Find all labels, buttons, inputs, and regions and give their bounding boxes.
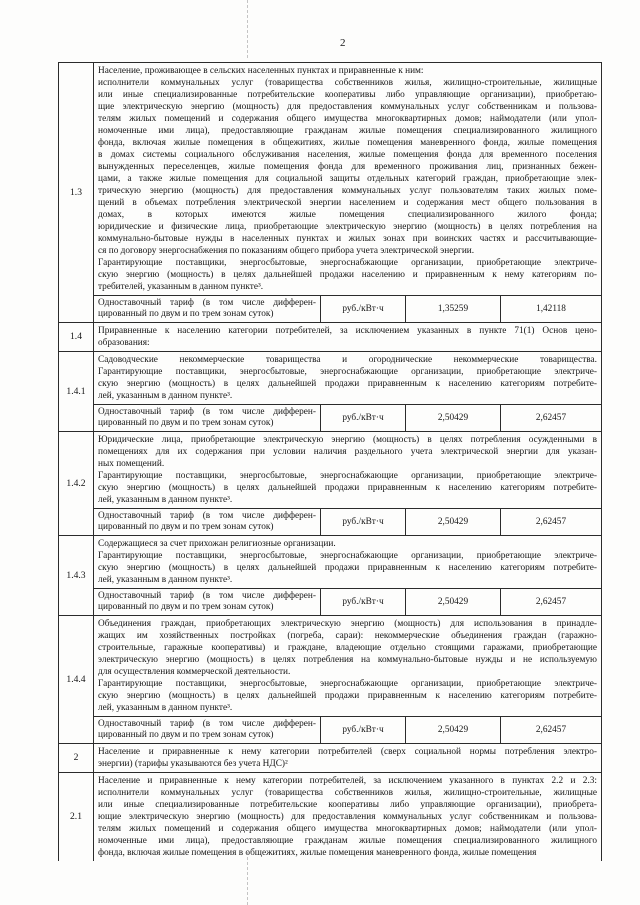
text-line: лей, указанным в данном пункте³.	[98, 495, 233, 505]
tariff-value-2: 2,62457	[501, 405, 602, 432]
text-line: исполнители коммунальных услуг (товарищества собственников жилья, жилищно-строительные, жилищные	[98, 788, 597, 798]
tariff-unit: руб./кВт·ч	[321, 405, 406, 432]
text-line: Юридические лица, приобретающие электрическую энергию (мощность) в целях потребления осужденными в	[98, 435, 597, 445]
tariff-row	[59, 717, 602, 744]
paragraph	[98, 257, 597, 293]
tariff-value-2: 2,62457	[501, 589, 602, 616]
paragraph	[98, 775, 597, 859]
scan-fold-line	[247, 0, 248, 58]
tariff-label	[94, 589, 321, 616]
row-description	[94, 323, 602, 352]
tariff-row	[59, 296, 602, 323]
text-line: фонда, включая жилые помещения в общежитиях, жилые помещения маневренного фонда, жилые помещения	[98, 848, 537, 858]
text-line: трическую энергию (мощность) для предоставления коммунальных услуг пользователям таких жилых поме-	[98, 186, 597, 196]
text-line: Приравненные к населению категории потребителей, за исключением указанных в пункте 71(1) Основ цено-	[98, 326, 597, 336]
tariff-value-1: 2,50429	[406, 589, 501, 616]
text-line: цированный по двум и по трем зонам суток)	[98, 602, 274, 612]
text-line: скую энергию (мощность) в целях дальнейшей продажи приравненным к населению категориям потребите-	[98, 563, 597, 573]
text-line: номоченные ими лица), предоставляющие гражданам жилые помещения специализированного жилищного	[98, 836, 597, 846]
text-line: электрическую энергию (мощность) в целях потребления на коммунально-бытовые нужды и не используемую	[98, 655, 597, 665]
paragraph	[98, 618, 597, 678]
text-line: Население, проживающее в сельских населенных пунктах и приравненные к ним:	[98, 66, 424, 76]
text-line: щие электрическую энергию (мощность) для предоставления коммунальных услуг собственникам и пользова-	[98, 102, 597, 112]
text-line: номоченные ими лица), предоставляющие гражданам жилые помещения специализированного жилищного	[98, 126, 597, 136]
text-line: вынужденных переселенцев, жилые помещения фонда для временного проживания лиц, признанных бежен-	[98, 162, 597, 172]
text-line: Население и приравненные к нему категории потребителей, за исключением указанного в пунктах 2.2 и 2.3:	[98, 776, 597, 786]
text-line: в домах системы социального обслуживания населения, жилые помещения фонда для временного поселения	[98, 150, 597, 160]
paragraph	[98, 325, 597, 349]
row-description	[94, 63, 602, 296]
text-line: ся по договору энергоснабжения по показаниям общего прибора учета электрической энергии.	[98, 246, 475, 256]
text-line: скую энергию (мощность) в целях дальнейшей продажи приравненным к населению категориям потребите-	[98, 691, 597, 701]
text-line: или иные специализированные потребительские кооперативы либо управляющие организации), приобрета-	[98, 800, 597, 810]
text-line: цами, а также жилые помещения для социальной защиты отдельных категорий граждан, приобретающие элек-	[98, 174, 597, 184]
row-number: 1.4.1	[59, 352, 94, 432]
text-line: скую энергию (мощность) в целях дальнейшей продажи приравненным к населению категориям потребите-	[98, 379, 597, 389]
row-description	[94, 773, 602, 862]
row-number: 1.3	[59, 63, 94, 323]
tariff-row	[59, 589, 602, 616]
text-line: Гарантирующие поставщики, энергосбытовые, энергоснабжающие организации, приобретающие электриче-	[98, 367, 597, 377]
text-line: или иные специализированные потребительские кооперативы либо управляющие организации), приобретаю-	[98, 90, 597, 100]
table-row	[59, 63, 602, 296]
text-line: Гарантирующие поставщики, энергосбытовые, энергоснабжающие организации, приобретающие электриче-	[98, 551, 597, 561]
paragraph	[98, 746, 597, 770]
tariff-value-1: 2,50429	[406, 509, 501, 536]
tariff-value-1: 1,35259	[406, 296, 501, 323]
text-line: Объединения граждан, приобретающих электрическую энергию (мощность) для использования в принадле-	[98, 619, 597, 629]
tariff-label	[94, 509, 321, 536]
table-row	[59, 536, 602, 589]
text-line: исполнители коммунальных услуг (товарищества собственников жилья, жилищно-строительные, жилищные	[98, 78, 597, 88]
row-number: 1.4.2	[59, 432, 94, 536]
tariff-table-body	[59, 63, 602, 862]
text-line: Содержащиеся за счет прихожан религиозные организации.	[98, 539, 336, 549]
tariff-value-1: 2,50429	[406, 717, 501, 744]
text-line: требителей, указанным в данном пункте³.	[98, 282, 264, 292]
text-line: цированный по двум и по трем зонам суток)	[98, 309, 274, 319]
paragraph	[98, 550, 597, 586]
text-line: телям жилых помещений и содержания общего имущества многоквартирных домов; наймодатели (или упол-	[98, 114, 597, 124]
text-line: телям жилых помещений и содержания общего имущества многоквартирных домов; наймодатели (или упол-	[98, 824, 597, 834]
text-line: образования:	[98, 338, 150, 348]
row-description	[94, 616, 602, 717]
text-line: скую энергию (мощность) в целях дальнейшей продажи населению и приравненным к нему категориям по-	[98, 270, 597, 280]
tariff-label	[94, 405, 321, 432]
row-number: 1.4.3	[59, 536, 94, 616]
text-line: коммунально-бытовые нужды в населенных пунктах и жилых зонах при воинских частях и рассчитывающие-	[98, 234, 597, 244]
tariff-unit: руб./кВт·ч	[321, 589, 406, 616]
text-line: цированный по двум и по трем зонам суток)	[98, 418, 274, 428]
tariff-label	[94, 296, 321, 323]
page-number: 2	[340, 37, 346, 49]
row-description	[94, 744, 602, 773]
tariff-unit: руб./кВт·ч	[321, 296, 406, 323]
paragraph	[98, 434, 597, 470]
text-line: Одноставочный тариф (в том числе дифферен-	[98, 591, 316, 601]
text-line: жащих им хозяйственных постройках (погреба, сараи): некоммерческие объединения граждан (гаражно-	[98, 631, 597, 641]
paragraph	[98, 77, 597, 257]
text-line: Гарантирующие поставщики, энергосбытовые, энергоснабжающие организации, приобретающие электриче-	[98, 679, 597, 689]
tariff-table	[58, 62, 602, 861]
row-description	[94, 432, 602, 509]
text-line: энергии) (тарифы указываются без учета НДС)²	[98, 759, 288, 769]
text-line: Садоводческие некоммерческие товарищества и огороднические некоммерческие товарищества.	[98, 355, 597, 365]
row-number: 1.4.4	[59, 616, 94, 744]
text-line: для осуществления коммерческой деятельности.	[98, 667, 291, 677]
tariff-row	[59, 405, 602, 432]
tariff-unit: руб./кВт·ч	[321, 509, 406, 536]
paragraph	[98, 65, 597, 77]
text-line: лей, указанным в данном пункте³.	[98, 703, 233, 713]
table-row	[59, 616, 602, 717]
text-line: помещениях для их содержания при условии наличия раздельного учета электрической энергии для указан-	[98, 447, 597, 457]
tariff-value-2: 2,62457	[501, 717, 602, 744]
text-line: ных помещений.	[98, 459, 165, 469]
text-line: лей, указанным в данном пункте³.	[98, 575, 233, 585]
text-line: фонда, включая жилые помещения в общежитиях, жилые помещения маневренного фонда, жилые помещения	[98, 138, 597, 148]
text-line: Гарантирующие поставщики, энергосбытовые, энергоснабжающие организации, приобретающие электриче-	[98, 258, 597, 268]
table-row	[59, 744, 602, 773]
row-description	[94, 536, 602, 589]
paragraph	[98, 470, 597, 506]
tariff-value-2: 1,42118	[501, 296, 602, 323]
table-row	[59, 352, 602, 405]
text-line: Одноставочный тариф (в том числе дифферен-	[98, 407, 316, 417]
tariff-unit: руб./кВт·ч	[321, 717, 406, 744]
table-row	[59, 773, 602, 862]
text-line: Гарантирующие поставщики, энергосбытовые, энергоснабжающие организации, приобретающие электриче-	[98, 471, 597, 481]
text-line: цированный по двум и по трем зонам суток)	[98, 730, 274, 740]
text-line: домах, в которых имеются жилые помещения специализированного жилого фонда;	[98, 210, 597, 220]
tariff-value-2: 2,62457	[501, 509, 602, 536]
paragraph	[98, 678, 597, 714]
tariff-row	[59, 509, 602, 536]
text-line: Население и приравненные к нему категории потребителей (сверх социальной нормы потребления электро-	[98, 747, 597, 757]
text-line: лей, указанным в данном пункте³.	[98, 391, 233, 401]
tariff-value-1: 2,50429	[406, 405, 501, 432]
text-line: щений в объемах потребления электрической энергии населением и содержания мест общего пользования в	[98, 198, 597, 208]
text-line: Одноставочный тариф (в том числе дифферен-	[98, 719, 316, 729]
text-line: Одноставочный тариф (в том числе дифферен-	[98, 298, 316, 308]
text-line: ющие электрическую энергию (мощность) для предоставления коммунальных услуг собственникам и пользова-	[98, 812, 597, 822]
row-description	[94, 352, 602, 405]
text-line: скую энергию (мощность) в целях дальнейшей продажи приравненным к населению категориям потребите-	[98, 483, 597, 493]
text-line: строительные, гаражные кооперативы) и граждане, владеющие отдельно стоящими гаражами, приобретающие	[98, 643, 597, 653]
tariff-label	[94, 717, 321, 744]
text-line: Одноставочный тариф (в том числе дифферен-	[98, 511, 316, 521]
row-number: 2.1	[59, 773, 94, 862]
text-line: цированный по двум и по трем зонам суток)	[98, 522, 274, 532]
text-line: юридические и физические лица, приобретающие электрическую энергию (мощность) в целях потребления на	[98, 222, 597, 232]
table-row	[59, 432, 602, 509]
row-number: 2	[59, 744, 94, 773]
paragraph	[98, 538, 597, 550]
table-row	[59, 323, 602, 352]
row-number: 1.4	[59, 323, 94, 352]
paragraph	[98, 354, 597, 402]
